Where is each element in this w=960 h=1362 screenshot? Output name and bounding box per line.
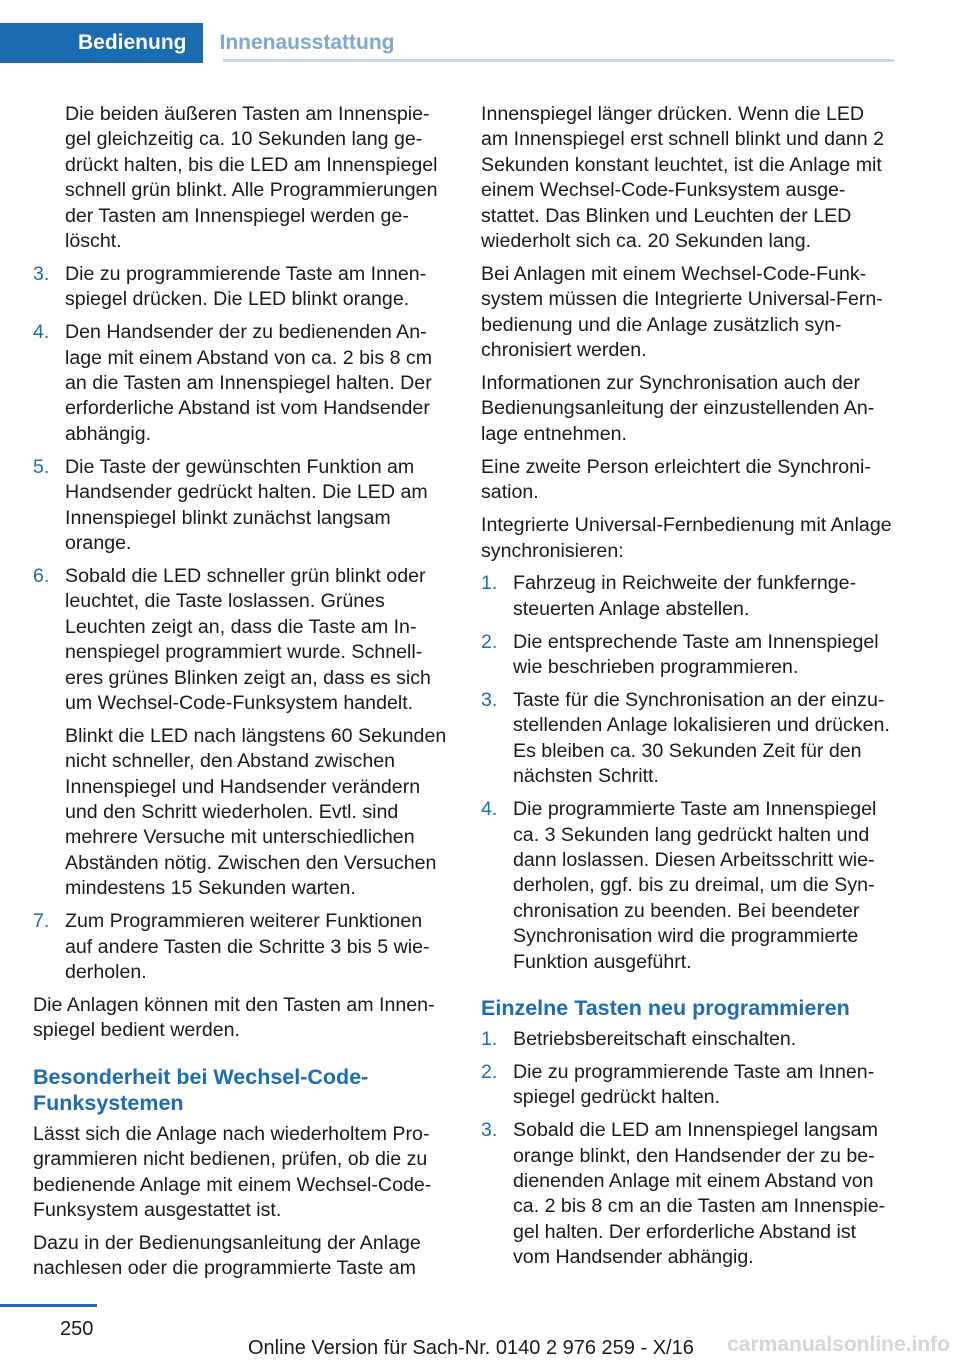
- list-item: [481, 688, 894, 790]
- list-item: [481, 630, 894, 681]
- step-number: 3.: [33, 262, 50, 285]
- paragraph: Innenspiegel länger drücken. Wenn die LED am Innenspiegel erst schnell blinkt und dann 2 Sekunden konstant leuchtet, ist die Anlage mit einem Wechsel-Code-Funksystem ausgestattet. Das Blinken und Leuchten der LED wiederholt sich ca. 20 Sekunden lang.: [481, 103, 885, 253]
- right-column: [481, 102, 894, 1278]
- step-text: Die programmierte Taste am Innenspiegel ca. 3 Sekunden lang gedrückt halten und dann loslassen. Diesen Arbeitsschritt wiederholen, ggf. bis zu dreimal, um die Synchronisation zu beenden. Bei beendeter Synchronisation wird die programmierte Funktion ausgeführt.: [513, 798, 877, 973]
- step-number: 2.: [481, 630, 498, 653]
- list-item: [33, 262, 449, 313]
- list-item: [481, 797, 894, 975]
- step-text: Die zu programmierende Taste am Innenspiegel drücken. Die LED blinkt orange.: [65, 262, 427, 311]
- step-number: 4.: [33, 321, 50, 344]
- step-text: Fahrzeug in Reichweite der funkferngesteuerten Anlage abstellen.: [513, 572, 857, 620]
- step-number: 3.: [481, 689, 498, 712]
- left-column: [33, 102, 449, 1289]
- section-heading-wechsel-code: Besonderheit bei Wechsel-Code-Funksystemen: [33, 1064, 369, 1115]
- list-item: [481, 1060, 894, 1111]
- step-text: Zum Programmieren weiterer Funktionen auf andere Tasten die Schritte 3 bis 5 wiederholen.: [65, 910, 430, 983]
- step-text: Taste für die Synchronisation an der einzustellenden Anlage lokalisieren und drücken. Es bleiben ca. 30 Sekunden Zeit für den nächsten Schritt.: [513, 689, 890, 788]
- list-item: [481, 571, 894, 622]
- paragraph: Informationen zur Synchronisation auch der Bedienungsanleitung der einzustellenden Anlage entnehmen.: [481, 372, 875, 445]
- step-number: 1.: [481, 1028, 498, 1050]
- section-header: [0, 23, 395, 63]
- intro-paragraph: Die beiden äußeren Tasten am Innenspiegel gleichzeitig ca. 10 Sekunden lang gedrückt halten, bis die LED am Innenspiegel schnell grün blinkt. Alle Programmierungen der Tasten am Innenspiegel werden gelöscht.: [65, 103, 438, 253]
- watermark: carmanualsonline.info: [727, 1333, 950, 1356]
- sync-steps-list: [481, 571, 894, 975]
- list-item: [481, 1027, 894, 1052]
- step-number: 5.: [33, 455, 50, 478]
- section-paragraph: Lässt sich die Anlage nach wiederholtem Programmieren nicht bedienen, prüfen, ob die zu bedienende Anlage mit einem Wechsel-Code-Funksystem ausgestattet ist.: [33, 1122, 432, 1221]
- step-text: Die zu programmierende Taste am Innenspiegel gedrückt halten.: [513, 1060, 875, 1109]
- tab-innenausstattung: Innenausstattung: [219, 31, 395, 54]
- step-text: Die entsprechende Taste am Innenspiegel wie beschrieben programmieren.: [513, 630, 879, 679]
- step-number: 4.: [481, 798, 498, 821]
- step-number: 3.: [481, 1119, 498, 1142]
- tab-bedienung: Bedienung: [0, 23, 203, 63]
- step-number: 1.: [481, 572, 498, 595]
- step-text: Sobald die LED am Innenspiegel langsam orange blinkt, den Handsender der zu bedienenden Anlage mit einem Abstand von ca. 2 bis 8 cm an die Tasten am Innenspiegel halten. Der erforderliche Abstand ist vom Handsender abhängig.: [513, 1119, 886, 1269]
- step-text: Den Handsender der zu bedienenden Anlage mit einem Abstand von ca. 2 bis 8 cm an die Tasten am Innenspiegel halten. Der erforderliche Abstand ist vom Handsender abhängig.: [65, 321, 433, 445]
- paragraph: Eine zweite Person erleichtert die Synchronisation.: [481, 455, 871, 504]
- page-number: 250: [60, 1318, 94, 1340]
- step-text: Betriebsbereitschaft einschalten.: [513, 1028, 797, 1050]
- programming-steps-list: [33, 262, 449, 985]
- section-heading-einzelne-tasten: Einzelne Tasten neu programmieren: [481, 996, 850, 1020]
- step-number: 2.: [481, 1060, 498, 1083]
- paragraph: Integrierte Universal-Fernbedienung mit Anlage synchronisieren:: [481, 514, 892, 562]
- section-paragraph: Dazu in der Bedienungsanleitung der Anlage nachlesen oder die programmierte Taste am: [33, 1231, 421, 1280]
- header-rule: [223, 59, 894, 62]
- step-note: Blinkt die LED nach längstens 60 Sekunden nicht schneller, den Abstand zwischen Innenspiegel und Handsender verändern und den Schritt wiederholen. Evtl. sind mehrere Versuche mit unterschiedlichen Abständen nötig. Zwischen den Versuchen mindestens 15 Sekunden warten.: [65, 724, 447, 900]
- step-text: Sobald die LED schneller grün blinkt oder leuchtet, die Taste loslassen. Grünes Leuchten zeigt an, dass die Taste am Innenspiegel programmiert wurde. Schnelleres grünes Blinken zeigt an, dass es sich um Wechsel-Code-Funksystem handelt.: [65, 564, 431, 714]
- page-number-rule: [0, 1304, 97, 1307]
- list-item: [33, 564, 449, 902]
- list-item: [33, 909, 449, 985]
- list-item: [33, 455, 449, 557]
- after-steps-paragraph: Die Anlagen können mit den Tasten am Innenspiegel bedient werden.: [33, 993, 435, 1042]
- reprogram-steps-list: [481, 1027, 894, 1271]
- step-number: 6.: [33, 564, 50, 587]
- paragraph: Bei Anlagen mit einem Wechsel-Code-Funksystem müssen die Integrierte Universal-Fernbedienung und die Anlage zusätzlich synchronisiert werden.: [481, 262, 883, 362]
- step-text: Die Taste der gewünschten Funktion am Handsender gedrückt halten. Die LED am Innenspiegel blinkt zunächst langsam orange.: [65, 455, 428, 554]
- footer-version: Online Version für Sach-Nr. 0140 2 976 259 - X/16: [248, 1337, 694, 1359]
- list-item: [33, 320, 449, 447]
- list-item: [481, 1118, 894, 1270]
- step-number: 7.: [33, 910, 50, 933]
